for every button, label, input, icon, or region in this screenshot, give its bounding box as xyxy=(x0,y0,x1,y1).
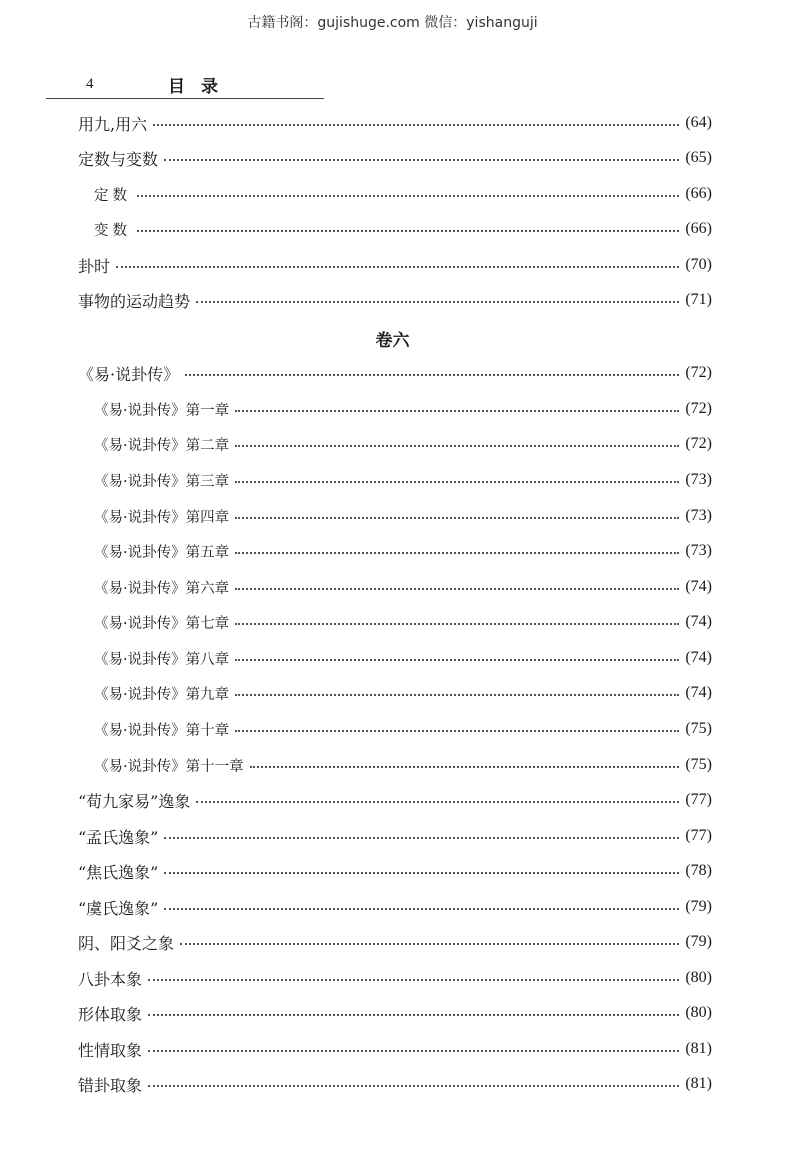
toc-entry[interactable] xyxy=(94,570,712,604)
toc-entry-label: 八卦本象 xyxy=(78,969,143,989)
toc-entry[interactable] xyxy=(94,499,712,533)
page-title: 目录 xyxy=(168,77,234,97)
running-head xyxy=(46,72,324,99)
toc-entry-page: (72) xyxy=(685,364,712,381)
toc-entry-label: 形体取象 xyxy=(78,1004,143,1024)
toc-entry[interactable] xyxy=(94,534,712,568)
dot-leader xyxy=(235,410,679,412)
toc-entry-page: (77) xyxy=(685,791,712,808)
toc-entry-page: (65) xyxy=(685,149,712,166)
toc-entry-label: 《易·说卦传》第三章 xyxy=(94,473,230,490)
dot-leader xyxy=(235,517,679,519)
toc-entry-label: 《易·说卦传》第九章 xyxy=(94,686,230,703)
dot-leader xyxy=(153,124,679,126)
dot-leader xyxy=(235,481,679,483)
toc-entry-label: “虞氏逸象” xyxy=(78,898,159,918)
toc-entry[interactable] xyxy=(78,1032,712,1066)
toc-entry-page: (74) xyxy=(685,578,712,595)
dot-leader xyxy=(250,766,680,768)
toc-entry[interactable] xyxy=(94,427,712,461)
toc-entry[interactable] xyxy=(78,356,712,390)
dot-leader xyxy=(235,588,679,590)
toc-entry-label: 《易·说卦传》第十章 xyxy=(94,722,230,739)
dot-leader xyxy=(196,301,679,303)
watermark: 古籍书阁：gujishuge.com 微信：yishanguji xyxy=(247,15,538,31)
toc-entry-label: 《易·说卦传》第四章 xyxy=(94,509,230,526)
toc-entry-page: (74) xyxy=(685,684,712,701)
toc-entry[interactable] xyxy=(94,212,712,246)
toc-entry-label: 《易·说卦传》第二章 xyxy=(94,437,230,454)
toc-entry-page: (78) xyxy=(685,862,712,879)
toc-entry[interactable] xyxy=(78,106,712,140)
toc-entry-page: (73) xyxy=(685,471,712,488)
toc-entry-page: (71) xyxy=(685,291,712,308)
toc-entry-page: (70) xyxy=(685,256,712,273)
toc-entry-label: “焦氏逸象” xyxy=(78,862,159,882)
toc-entry-page: (73) xyxy=(685,542,712,559)
toc-entry-label: 卦时 xyxy=(78,256,111,276)
toc-entry[interactable] xyxy=(94,641,712,675)
toc-entry[interactable] xyxy=(78,819,712,853)
dot-leader xyxy=(148,1050,679,1052)
dot-leader xyxy=(235,552,679,554)
toc-entry-label: 《易·说卦传》第七章 xyxy=(94,615,230,632)
toc-entry-label: 事物的运动趋势 xyxy=(78,291,191,311)
toc-entry-label: 变数 xyxy=(94,222,131,239)
toc-entry-page: (75) xyxy=(685,756,712,773)
dot-leader xyxy=(235,659,679,661)
dot-leader xyxy=(235,623,679,625)
toc-entry[interactable] xyxy=(78,783,712,817)
dot-leader xyxy=(164,908,679,910)
toc-entry[interactable] xyxy=(78,890,712,924)
dot-leader xyxy=(235,445,679,447)
toc-entry[interactable] xyxy=(94,463,712,497)
dot-leader xyxy=(148,1085,679,1087)
toc-entry-page: (72) xyxy=(685,435,712,452)
toc-entry[interactable] xyxy=(78,925,712,959)
dot-leader xyxy=(196,801,679,803)
section-title: 卷六 xyxy=(375,331,410,351)
toc-entry[interactable] xyxy=(94,177,712,211)
toc-entry[interactable] xyxy=(94,392,712,426)
toc-entry-label: 用九,用六 xyxy=(78,114,148,134)
toc-entry[interactable] xyxy=(78,961,712,995)
toc-entry-label: 《易·说卦传》第五章 xyxy=(94,544,230,561)
toc-entry[interactable] xyxy=(94,676,712,710)
toc-entry-page: (72) xyxy=(685,400,712,417)
toc-entry-page: (81) xyxy=(685,1040,712,1057)
toc-entry[interactable] xyxy=(78,996,712,1030)
toc-entry-label: 定数与变数 xyxy=(78,149,159,169)
toc-entry-page: (66) xyxy=(685,185,712,202)
dot-leader xyxy=(164,872,679,874)
toc-entry-label: 阴、阳爻之象 xyxy=(78,933,175,953)
toc-entry-page: (74) xyxy=(685,649,712,666)
dot-leader xyxy=(185,374,679,376)
dot-leader xyxy=(235,694,679,696)
toc-entry-label: 《易·说卦传》第八章 xyxy=(94,651,230,668)
dot-leader xyxy=(148,979,679,981)
page-number: 4 xyxy=(86,76,94,92)
toc-entry-label: 错卦取象 xyxy=(78,1075,143,1095)
dot-leader xyxy=(235,730,679,732)
toc-entry[interactable] xyxy=(78,283,712,317)
dot-leader xyxy=(164,159,679,161)
toc-entry-page: (75) xyxy=(685,720,712,737)
toc-entry-label: 《易·说卦传》 xyxy=(78,364,180,384)
dot-leader xyxy=(137,195,679,197)
toc-entry[interactable] xyxy=(78,1067,712,1101)
toc-entry-page: (79) xyxy=(685,898,712,915)
toc-entry[interactable] xyxy=(78,854,712,888)
toc-entry-page: (74) xyxy=(685,613,712,630)
dot-leader xyxy=(137,230,679,232)
dot-leader xyxy=(148,1014,679,1016)
dot-leader xyxy=(180,943,679,945)
toc-entry-page: (66) xyxy=(685,220,712,237)
toc-entry-label: 《易·说卦传》第六章 xyxy=(94,580,230,597)
toc-entry-page: (80) xyxy=(685,969,712,986)
toc-entry-page: (77) xyxy=(685,827,712,844)
toc-entry-label: 性情取象 xyxy=(78,1040,143,1060)
toc-entry-label: 定数 xyxy=(94,187,131,204)
toc-entry-page: (79) xyxy=(685,933,712,950)
toc-entry[interactable] xyxy=(94,712,712,746)
dot-leader xyxy=(164,837,679,839)
toc-entry[interactable] xyxy=(94,748,712,782)
toc-entry[interactable] xyxy=(94,605,712,639)
toc-entry[interactable] xyxy=(78,141,712,175)
toc-entry-page: (81) xyxy=(685,1075,712,1092)
toc-entry-label: 《易·说卦传》第一章 xyxy=(94,402,230,419)
toc-entry-label: 《易·说卦传》第十一章 xyxy=(94,758,244,775)
dot-leader xyxy=(116,266,679,268)
toc-entry-page: (73) xyxy=(685,507,712,524)
toc-entry[interactable] xyxy=(78,248,712,282)
toc-entry-label: “孟氏逸象” xyxy=(78,827,159,847)
toc-entry-page: (80) xyxy=(685,1004,712,1021)
toc-entry-page: (64) xyxy=(685,114,712,131)
toc-entry-label: “荀九家易”逸象 xyxy=(78,791,191,811)
